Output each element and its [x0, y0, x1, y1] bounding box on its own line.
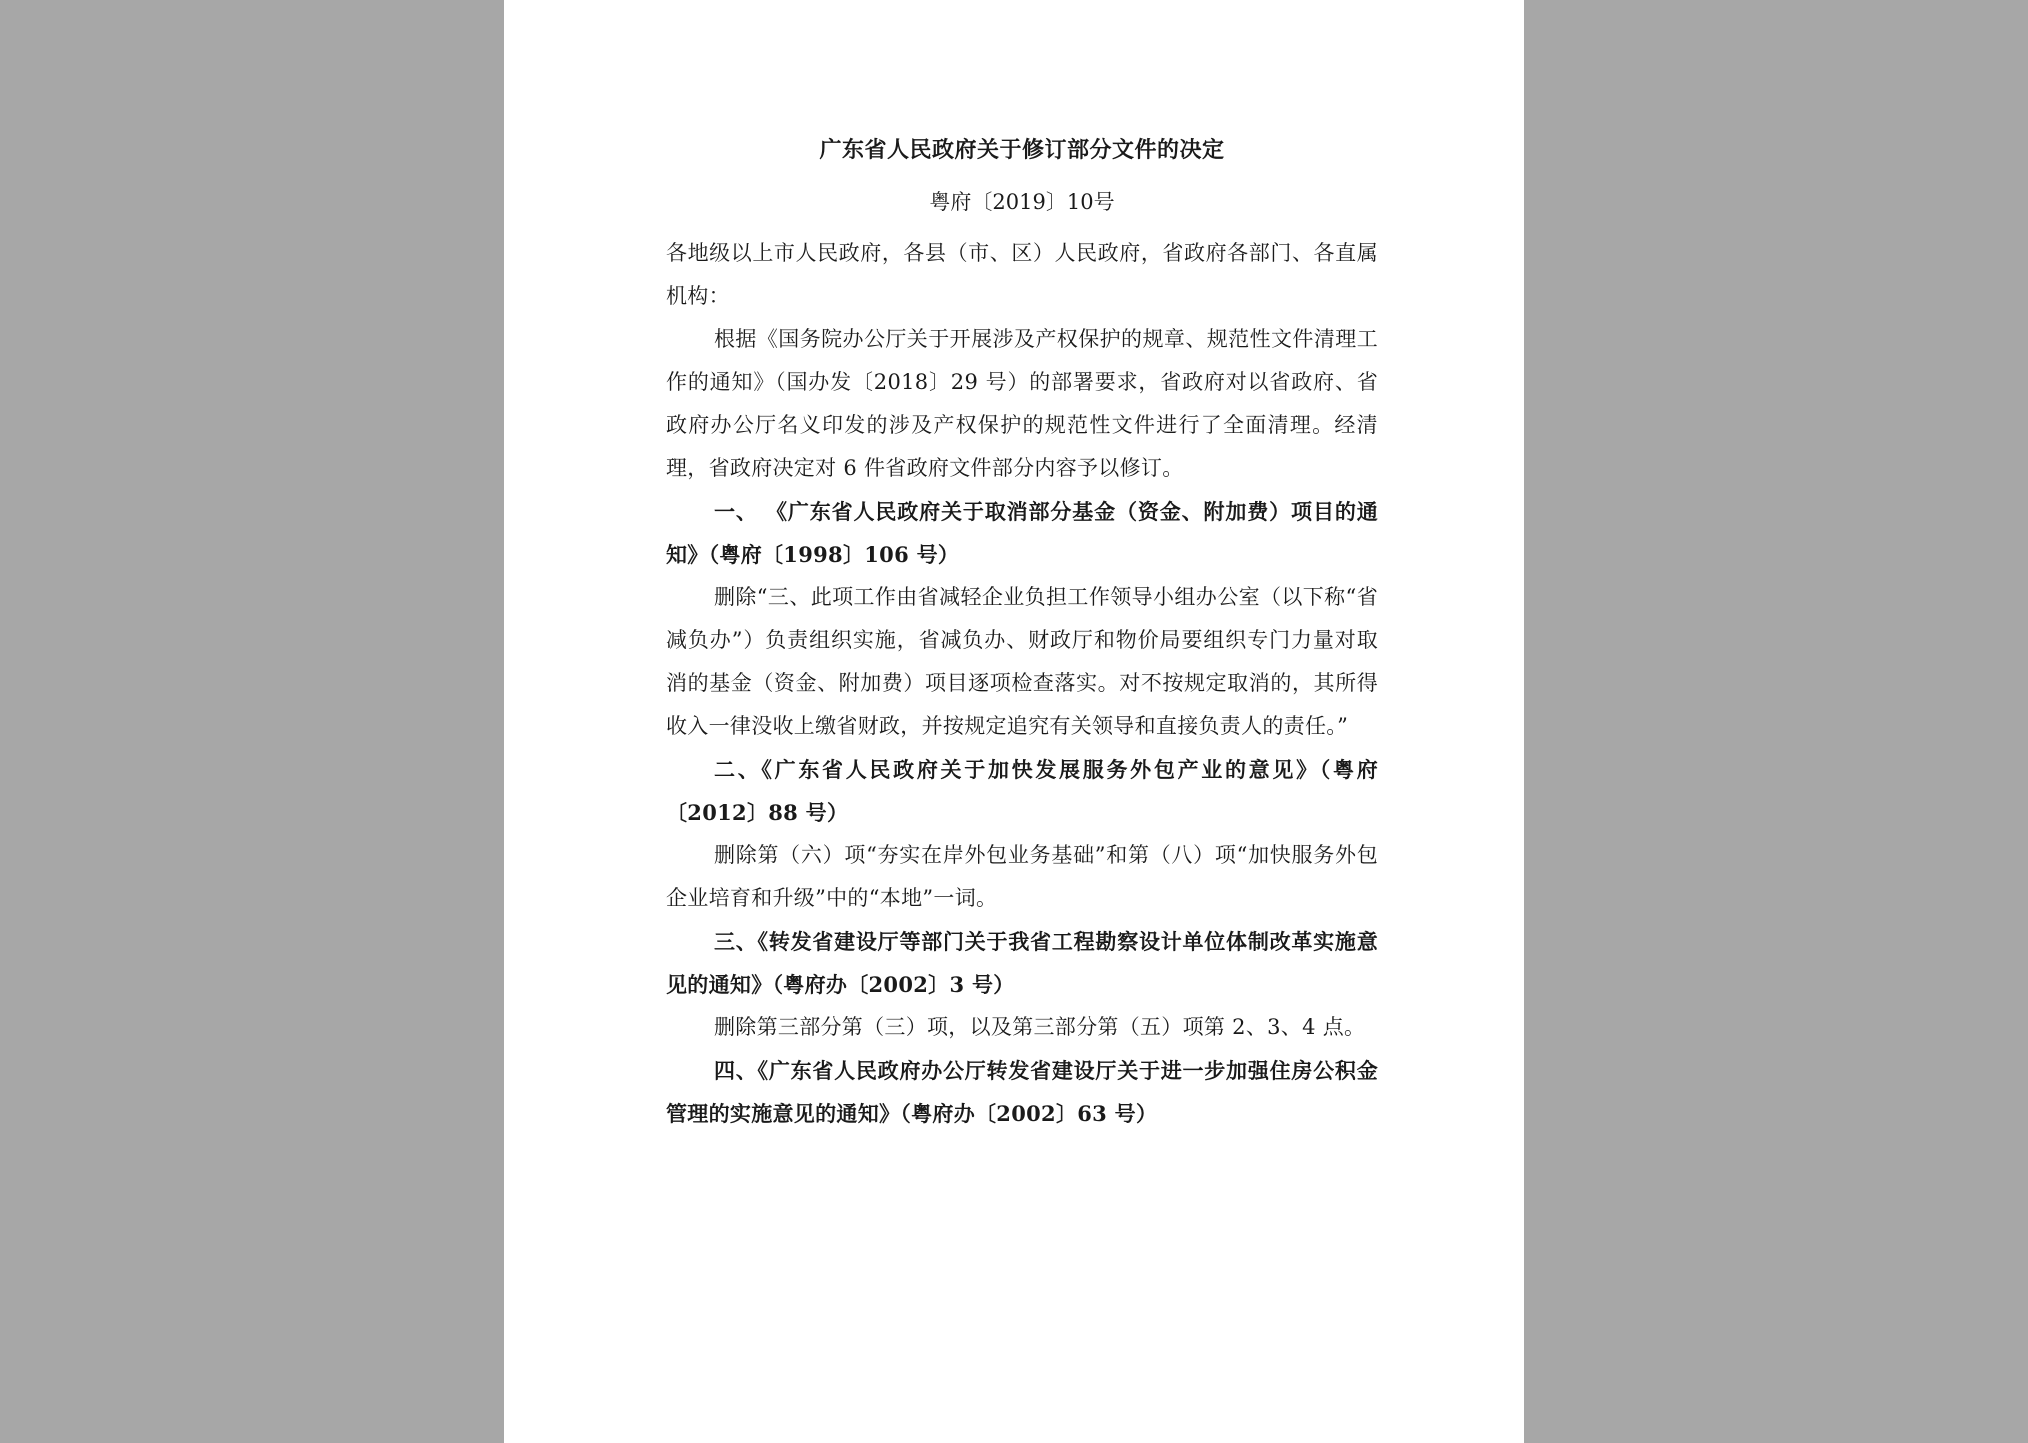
- intro-paragraph: 根据《国务院办公厅关于开展涉及产权保护的规章、规范性文件清理工作的通知》（国办发〔2018〕29 号）的部署要求，省政府对以省政府、省政府办公厅名义印发的涉及产权保护的规范性文件进行了全面清理。经清理，省政府决定对 6 件省政府文件部分内容予以修订。: [666, 327, 1378, 480]
- document-number: 粤府〔2019〕10号: [929, 190, 1115, 214]
- section-2-heading: 二、《广东省人民政府关于加快发展服务外包产业的意见》（粤府〔2012〕88 号）: [666, 757, 1378, 825]
- section-4-heading: 四、《广东省人民政府办公厅转发省建设厅关于进一步加强住房公积金管理的实施意见的通知》（粤府办〔2002〕63 号）: [666, 1058, 1378, 1126]
- section-1-heading: 一、 《广东省人民政府关于取消部分基金（资金、附加费）项目的通知》（粤府〔1998〕106 号）: [666, 499, 1378, 567]
- section-3-heading: 三、《转发省建设厅等部门关于我省工程勘察设计单位体制改革实施意见的通知》（粤府办〔2002〕3 号）: [666, 929, 1378, 997]
- document-page: [504, 0, 1524, 1443]
- section-3-body: 删除第三部分第（三）项，以及第三部分第（五）项第 2、3、4 点。: [714, 1015, 1366, 1039]
- document-title: 广东省人民政府关于修订部分文件的决定: [819, 137, 1225, 163]
- addressee-paragraph: 各地级以上市人民政府，各县（市、区）人民政府，省政府各部门、各直属机构：: [666, 241, 1378, 308]
- document-content: [666, 120, 1378, 1135]
- section-2-body: 删除第（六）项“夯实在岸外包业务基础”和第（八）项“加快服务外包企业培育和升级”中的“本地”一词。: [666, 843, 1378, 910]
- section-1-body: 删除“三、此项工作由省减轻企业负担工作领导小组办公室（以下称“省减负办”）负责组织实施，省减负办、财政厅和物价局要组织专门力量对取消的基金（资金、附加费）项目逐项检查落实。对不按规定取消的，其所得收入一律没收上缴省财政，并按规定追究有关领导和直接负责人的责任。”: [666, 585, 1378, 738]
